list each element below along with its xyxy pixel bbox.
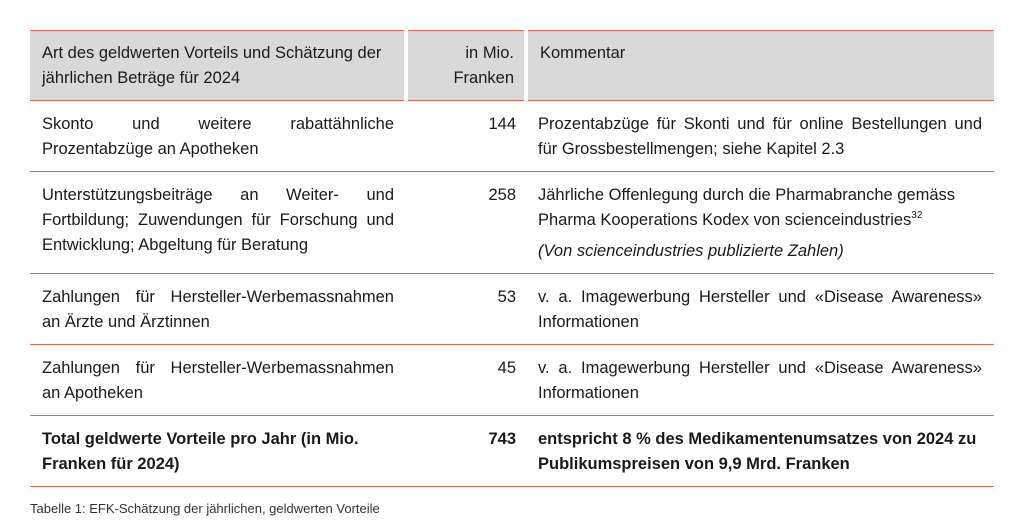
table-caption: Tabelle 1: EFK-Schätzung der jährlichen, geldwerten Vorteile: [30, 501, 380, 516]
row-comment-note: (Von scienceindustries publizierte Zahlen): [538, 242, 844, 260]
header-comment: Kommentar: [526, 31, 994, 101]
table-header-row: [30, 31, 994, 101]
row-type: Zahlungen für Hersteller-Werbemassnahmen an Apotheken: [30, 345, 406, 416]
row-comment-text: Jährliche Offenlegung durch die Pharmabranche gemäss Pharma Kooperations Kodex von scienceindustries: [538, 186, 956, 229]
benefits-table-container: [30, 30, 994, 487]
header-amount: in Mio. Franken: [406, 31, 526, 101]
benefits-table: [30, 30, 994, 487]
row-type: Zahlungen für Hersteller-Werbemassnahmen an Ärzte und Ärztinnen: [30, 274, 406, 345]
row-amount: 258: [406, 172, 526, 274]
row-comment: v. a. Imagewerbung Hersteller und «Disease Awareness» Informationen: [526, 345, 994, 416]
header-type: Art des geldwerten Vorteils und Schätzung der jährlichen Beträge für 2024: [30, 31, 406, 101]
row-amount: 45: [406, 345, 526, 416]
table-row: [30, 172, 994, 274]
table-row: [30, 274, 994, 345]
total-comment: entspricht 8 % des Medikamentenumsatzes von 2024 zu Publikumspreisen von 9,9 Mrd. Franken: [526, 416, 994, 487]
footnote-ref[interactable]: 32: [911, 210, 923, 221]
row-comment: v. a. Imagewerbung Hersteller und «Disease Awareness» Informationen: [526, 274, 994, 345]
table-row: [30, 101, 994, 172]
row-amount: 53: [406, 274, 526, 345]
row-comment: Prozentabzüge für Skonti und für online Bestellungen und für Grossbestellmengen; siehe Kapitel 2.3: [526, 101, 994, 172]
table-row: [30, 345, 994, 416]
total-type: Total geldwerte Vorteile pro Jahr (in Mio. Franken für 2024): [30, 416, 406, 487]
table-total-row: [30, 416, 994, 487]
row-comment: [526, 172, 994, 274]
row-type: Skonto und weitere rabattähnliche Prozentabzüge an Apotheken: [30, 101, 406, 172]
row-type: Unterstützungsbeiträge an Weiter- und Fortbildung; Zuwendungen für Forschung und Entwicklung; Abgeltung für Beratung: [30, 172, 406, 274]
row-amount: 144: [406, 101, 526, 172]
total-amount: 743: [406, 416, 526, 487]
